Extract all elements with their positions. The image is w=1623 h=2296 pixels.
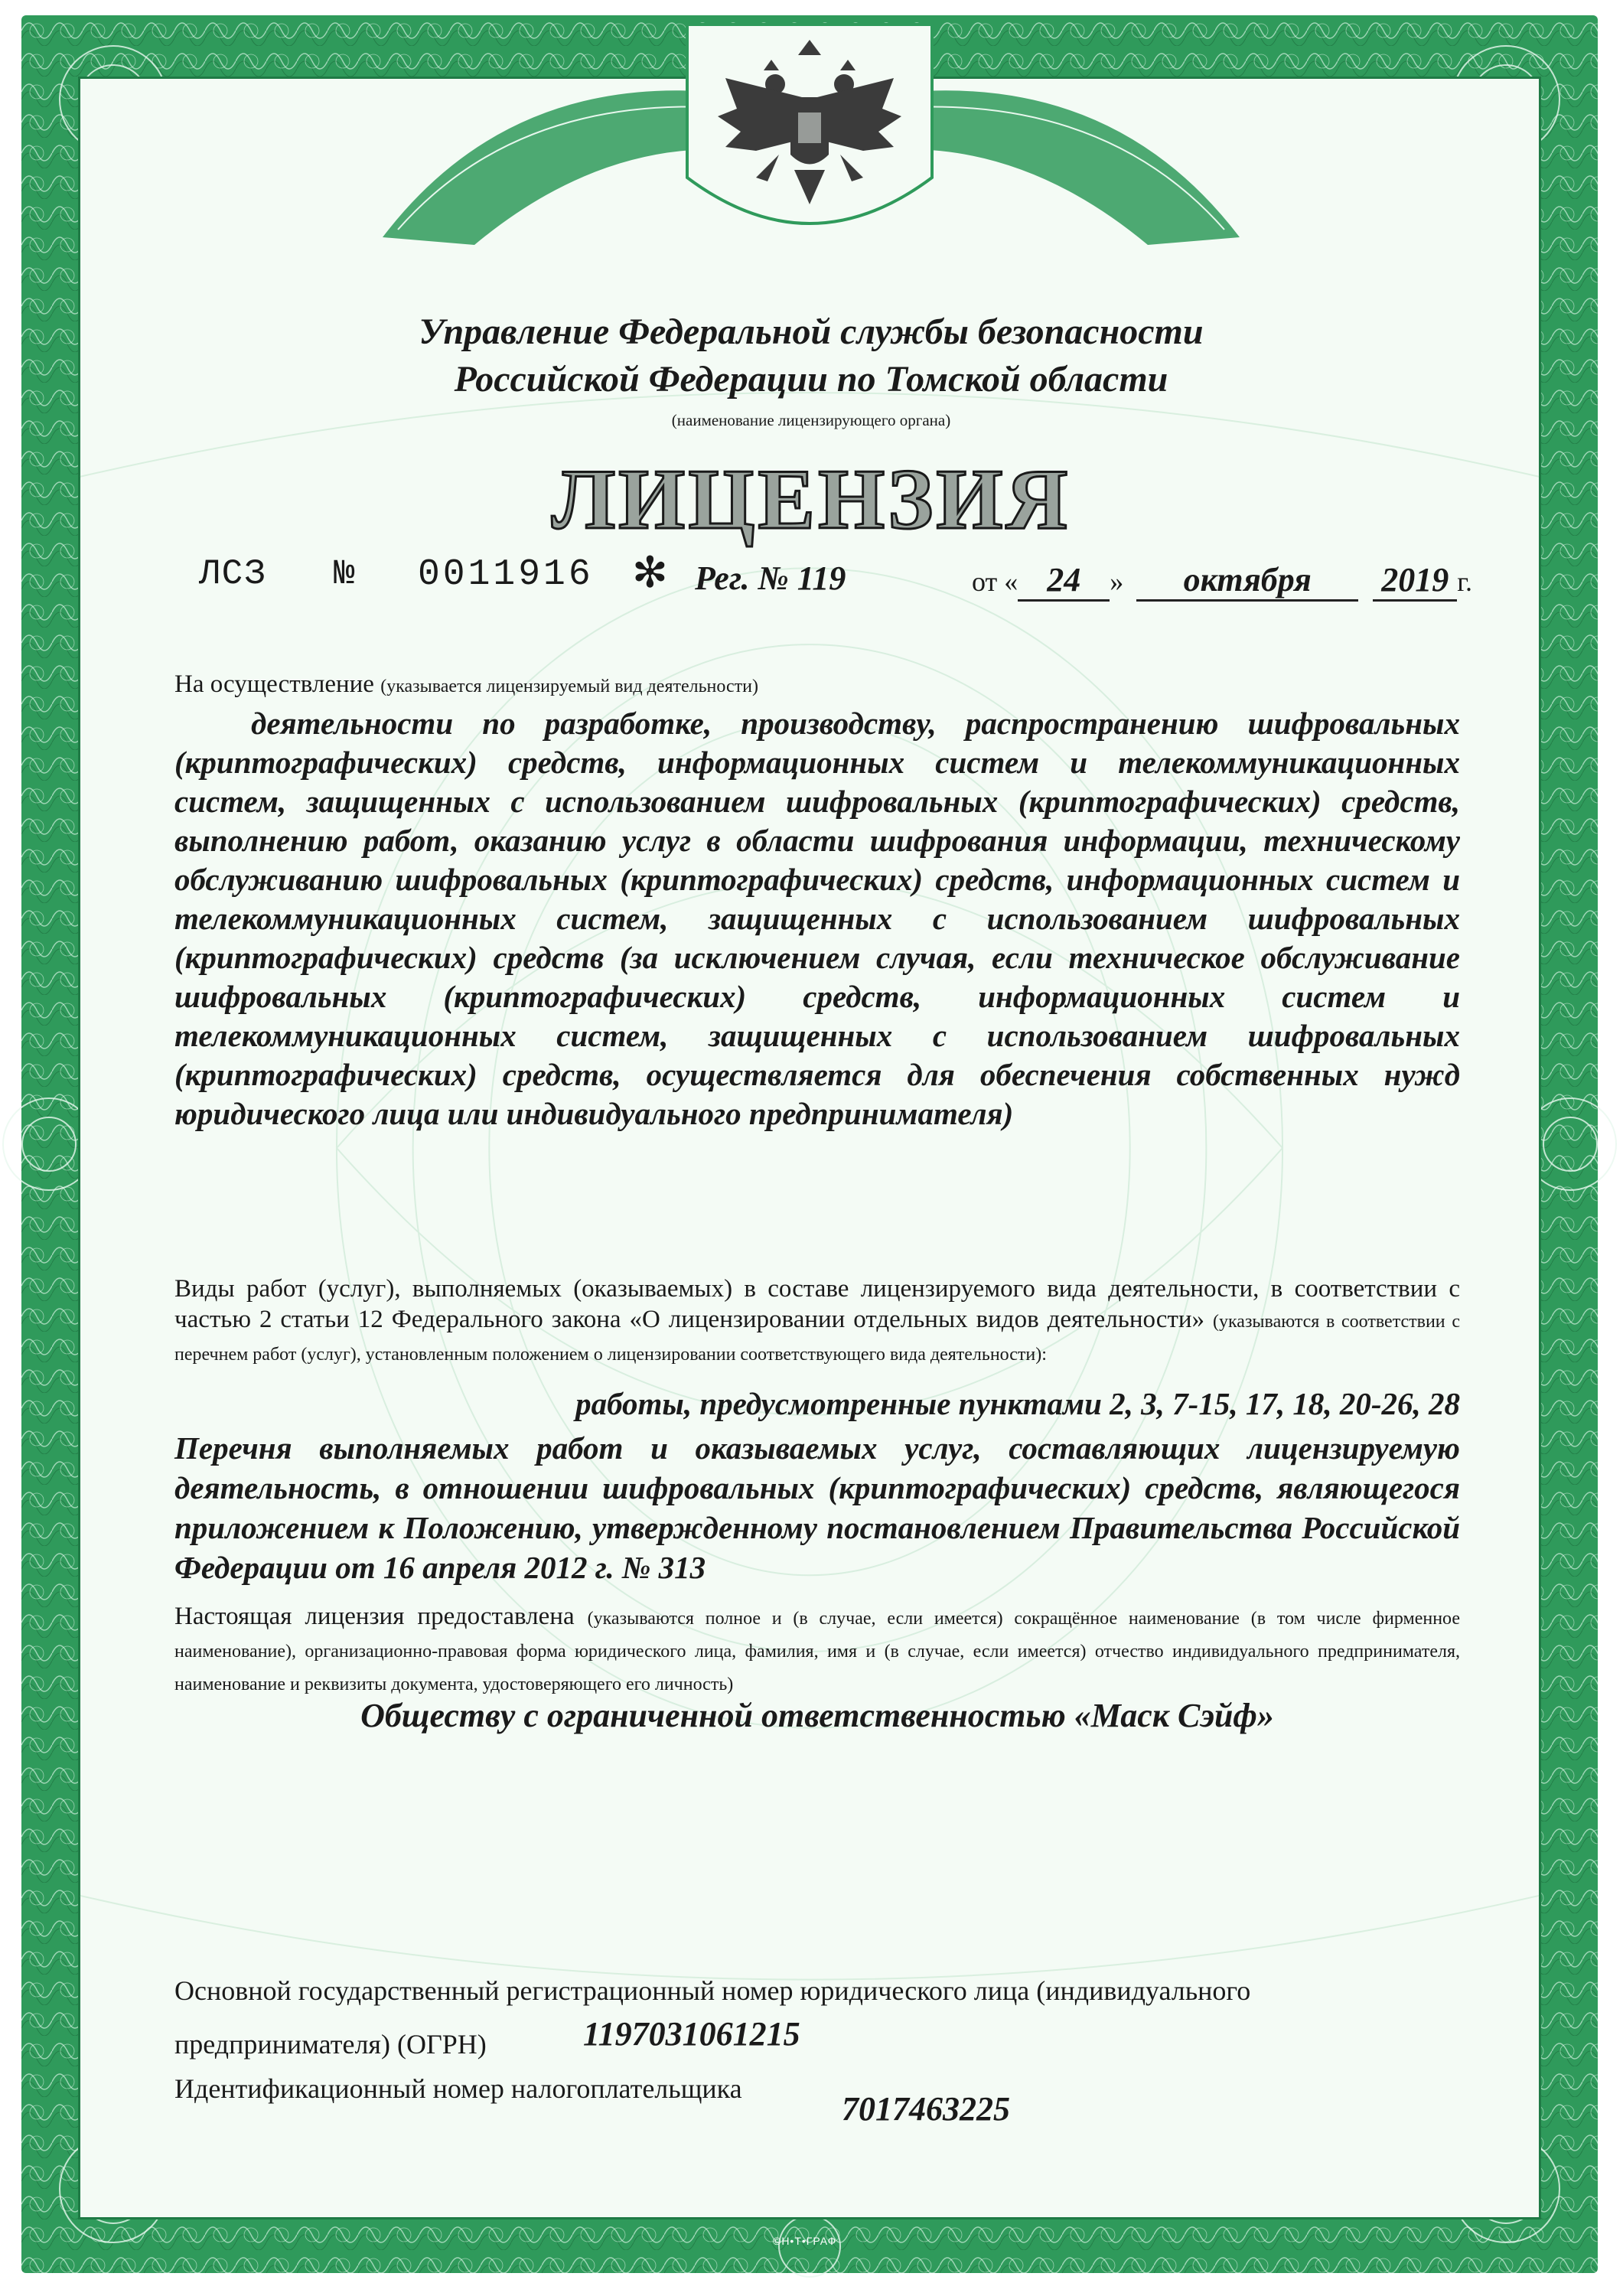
- date-prefix: от «: [972, 566, 1018, 597]
- license-title: [551, 452, 1071, 547]
- activity-note: (указывается лицензируемый вид деятельности): [380, 677, 758, 696]
- asterisk-mark: ✻: [632, 548, 671, 598]
- activity-description: деятельности по разработке, производству, распространению шифровальных (криптографических) средств, информационных систем и телекоммуникационных систем, защищенных с использованием шифровальных (криптографических) средств, выполнению работ, оказанию услуг в области шифрования информации, техническому обслуживанию шифровальных (криптографических) средств, информационных систем и телекоммуникационных систем, защищенных с использованием шифровальных (криптографических) средств (за исключением случая, если техническое обслуживание шифровальных (криптографических) средств, информационных систем и телекоммуникационных систем, защищенных с использованием шифровальных (криптографических) средств, осуществляется для обеспечения собственных нужд юридического лица или индивидуального предпринимателя): [174, 706, 1460, 1131]
- date-year-suffix: г.: [1457, 566, 1472, 597]
- inn-value: 7017463225: [842, 2090, 1010, 2128]
- authority-line-2: Российской Федерации по Томской области: [454, 359, 1168, 400]
- works-rest: Перечня выполняемых работ и оказываемых услуг, составляющих лицензируемую деятельность, в отношении шифровальных (криптографических) средств, являющегося приложением к Положению, утвержденному постановлением Правительства Российской Федерации от 16 апреля 2012 г. № 313: [174, 1430, 1460, 1585]
- license-number: 0011916: [418, 554, 594, 595]
- date-month: октября: [1136, 560, 1358, 602]
- works-body: [174, 1384, 1460, 1587]
- license-title-text: ЛИЦЕНЗИЯ: [551, 452, 1071, 547]
- works-intro-text: Виды работ (услуг), выполняемых (оказываемых) в составе лицензируемого вида деятельности, в соответствии с частью 2 статьи 12 Федерального закона «О лицензировании отдельных видов деятельности»: [174, 1275, 1460, 1333]
- double-headed-eagle-icon: [672, 24, 947, 254]
- license-date: [972, 560, 1472, 602]
- ogrn-label-line-1: Основной государственный регистрационный номер юридического лица (индивидуального: [174, 1975, 1251, 2006]
- licensee-name: Обществу с ограниченной ответственностью «Маск Сэйф»: [360, 1697, 1274, 1734]
- date-day: 24: [1018, 560, 1110, 602]
- works-line-1: работы, предусмотренные пунктами 2, 3, 7-15, 17, 18, 20-26, 28: [575, 1386, 1460, 1421]
- grant-label: Настоящая лицензия предоставлена: [174, 1603, 575, 1630]
- activity-label-text: На осуществление: [174, 670, 374, 698]
- license-series: ЛСЗ: [199, 554, 267, 594]
- date-day-close: »: [1110, 566, 1124, 597]
- works-intro: [174, 1274, 1460, 1370]
- inn-label: Идентификационный номер налогоплательщика: [174, 2073, 742, 2104]
- authority-line-1: Управление Федеральной службы безопасности: [419, 311, 1204, 352]
- date-year: 2019: [1373, 560, 1457, 602]
- activity-label: [174, 669, 758, 702]
- grant-block: [174, 1601, 1460, 1700]
- state-emblem: [672, 24, 947, 254]
- authority-caption: (наименование лицензирующего органа): [671, 411, 951, 429]
- grant-note: (указываются полное и (в случае, если имеется) сокращённое наименование (в том числе фирменное наименование), организационно-правовая форма юридического лица, фамилия, имя и (в случае, если имеется) отчество индивидуального предпринимателя, наименование и реквизиты документа, удостоверяющего его личность): [174, 1609, 1460, 1694]
- ogrn-value: 1197031061215: [583, 2015, 800, 2053]
- printer-mark: ©Н•Т•ГРАФ: [773, 2235, 837, 2247]
- activity-text: [174, 704, 1460, 1133]
- works-note: (указываются в соответствии с перечнем работ (услуг), установленным положением о лицензировании соответствующего вида деятельности):: [174, 1312, 1460, 1365]
- ogrn-label-line-2: предпринимателя) (ОГРН): [174, 2029, 487, 2060]
- number-sign: №: [334, 554, 357, 594]
- ogrn-label: [174, 1964, 1460, 2071]
- registration-number: Рег. № 119: [695, 559, 846, 597]
